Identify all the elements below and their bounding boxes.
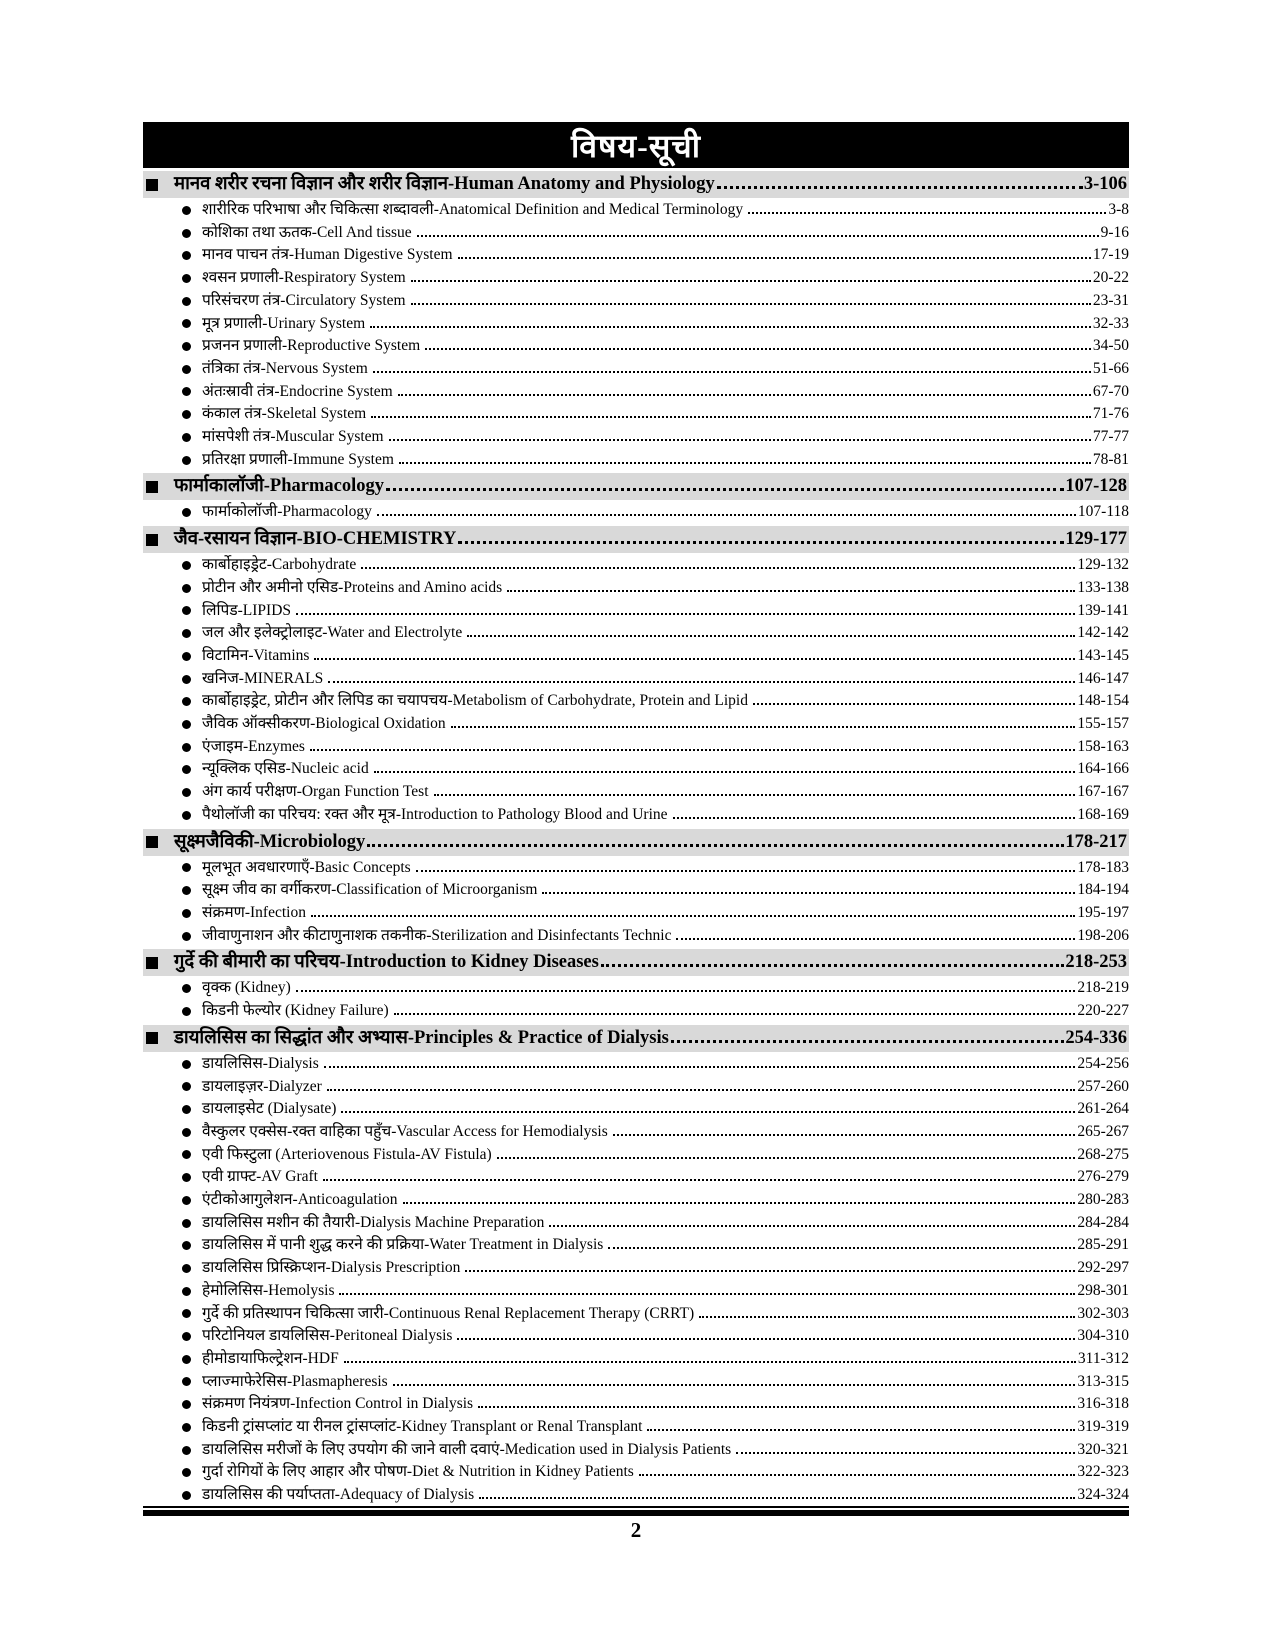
circle-bullet-icon: [182, 1309, 191, 1318]
toc-item-label: प्रतिरक्षा प्रणाली-Immune System: [202, 450, 394, 468]
leader-dots: [753, 703, 1075, 705]
toc-item-page-range: 322-323: [1077, 1463, 1129, 1481]
square-bullet-icon: [146, 481, 158, 493]
toc-item: [143, 1416, 1129, 1439]
toc-item-page-range: 261-264: [1077, 1100, 1129, 1118]
toc-item-label: कार्बोहाइड्रेट, प्रोटीन और लिपिड का चयापचय-Metabolism of Carbohydrate, Protein and Lipid: [202, 692, 748, 710]
toc-item-label: डायलिसिस में पानी शुद्ध करने की प्रक्रिया-Water Treatment in Dialysis: [202, 1236, 604, 1254]
leader-dots: [370, 326, 1091, 328]
toc-item-page-range: 77-77: [1092, 428, 1129, 446]
toc-item-page-range: 146-147: [1077, 669, 1129, 687]
footer-rule-thick-line: [143, 1510, 1129, 1516]
toc-item: [143, 1348, 1129, 1371]
toc-item-label: डायलिसिस मशीन की तैयारी-Dialysis Machine Preparation: [202, 1213, 545, 1231]
toc-item-page-range: 148-154: [1077, 692, 1129, 710]
toc-item-label: मूत्र प्रणाली-Urinary System: [202, 314, 366, 332]
toc-item-page-range: 67-70: [1092, 382, 1129, 400]
toc-item: [143, 1144, 1129, 1167]
toc-item-label: एंटीकोआगुलेशन-Anticoagulation: [202, 1191, 398, 1209]
toc-item-label: वृक्क (Kidney): [202, 979, 291, 997]
toc-item-page-range: 292-297: [1077, 1259, 1129, 1277]
circle-bullet-icon: [182, 1219, 191, 1228]
circle-bullet-icon: [182, 811, 191, 820]
toc-item: [143, 222, 1129, 245]
toc-item-label: मांसपेशी तंत्र-Muscular System: [202, 428, 384, 446]
toc-item-label: फार्माकोलॉजी-Pharmacology: [202, 503, 372, 521]
section-title: सूक्ष्मजैविकी-Microbiology: [174, 831, 366, 852]
toc-item: [143, 804, 1129, 827]
section-title: मानव शरीर रचना विज्ञान और शरीर विज्ञान-Human Anatomy and Physiology: [174, 174, 715, 194]
toc: [143, 171, 1129, 1507]
toc-item-page-range: 78-81: [1092, 450, 1129, 468]
leader-dots: [458, 257, 1091, 259]
circle-bullet-icon: [182, 1060, 191, 1069]
leader-dots: [542, 892, 1075, 894]
section-title: जैव-रसायन विज्ञान-BIO-CHEMISTRY: [174, 529, 457, 550]
toc-section-header: [143, 1025, 1129, 1052]
content-area: [143, 122, 1129, 1507]
toc-item: [143, 290, 1129, 313]
toc-item: [143, 925, 1129, 948]
leader-dots: [411, 280, 1091, 282]
leader-dots: [393, 1384, 1076, 1386]
circle-bullet-icon: [182, 584, 191, 593]
toc-item-page-range: 129-132: [1077, 556, 1129, 574]
toc-item: [143, 1461, 1129, 1484]
section-page-range: 178-217: [1065, 831, 1127, 852]
toc-item-page-range: 3-8: [1108, 201, 1129, 218]
toc-item: [143, 554, 1129, 577]
toc-item: [143, 403, 1129, 426]
toc-item: [143, 1053, 1129, 1076]
circle-bullet-icon: [182, 984, 191, 993]
toc-item: [143, 335, 1129, 358]
leader-dots: [367, 844, 1064, 847]
toc-item: [143, 381, 1129, 404]
circle-bullet-icon: [182, 508, 191, 517]
toc-item-label: डायलाइज़र-Dialyzer: [202, 1077, 322, 1095]
toc-item-label: कार्बोहाइड्रेट-Carbohydrate: [202, 556, 357, 574]
leader-dots: [311, 915, 1075, 917]
toc-item-label: डायलिसिस-Dialysis: [202, 1054, 319, 1072]
leader-dots: [467, 635, 1075, 637]
toc-section-header: [143, 949, 1129, 976]
circle-bullet-icon: [182, 1400, 191, 1409]
toc-item: [143, 1325, 1129, 1348]
leader-dots: [458, 541, 1064, 544]
leader-dots: [507, 590, 1075, 592]
toc-item-label: गुर्दा रोगियों के लिए आहार और पोषण-Diet & Nutrition in Kidney Patients: [202, 1463, 634, 1481]
toc-item-page-range: 313-315: [1077, 1372, 1129, 1390]
toc-item: [143, 1212, 1129, 1235]
circle-bullet-icon: [182, 410, 191, 419]
toc-item-page-range: 168-169: [1077, 805, 1129, 823]
toc-item-page-range: 195-197: [1077, 903, 1129, 921]
toc-item-page-range: 178-183: [1077, 858, 1129, 876]
toc-item: [143, 1121, 1129, 1144]
leader-dots: [327, 1089, 1076, 1091]
leader-dots: [328, 681, 1075, 683]
toc-item-label: मूलभूत अवधारणाएँ-Basic Concepts: [202, 858, 411, 876]
circle-bullet-icon: [182, 1287, 191, 1296]
circle-bullet-icon: [182, 1241, 191, 1250]
toc-item-label: डायलिसिस प्रिस्क्रिप्शन-Dialysis Prescription: [202, 1259, 461, 1277]
toc-item: [143, 902, 1129, 925]
square-bullet-icon: [146, 534, 158, 546]
toc-item-page-range: 139-141: [1077, 601, 1129, 619]
toc-item-label: प्रजनन प्रणाली-Reproductive System: [202, 337, 421, 355]
circle-bullet-icon: [182, 675, 191, 684]
toc-section-header: [143, 473, 1129, 500]
circle-bullet-icon: [182, 297, 191, 306]
square-bullet-icon: [146, 836, 158, 848]
leader-dots: [601, 964, 1064, 967]
circle-bullet-icon: [182, 433, 191, 442]
circle-bullet-icon: [182, 652, 191, 661]
toc-item: [143, 758, 1129, 781]
toc-item-label: मानव पाचन तंत्र-Human Digestive System: [202, 246, 453, 264]
circle-bullet-icon: [182, 1150, 191, 1159]
toc-item-page-range: 316-318: [1077, 1395, 1129, 1413]
toc-item: [143, 426, 1129, 449]
leader-dots: [647, 1429, 1075, 1431]
square-bullet-icon: [146, 1032, 158, 1044]
leader-dots: [394, 1013, 1076, 1015]
toc-item: [143, 358, 1129, 381]
toc-item-page-range: 164-166: [1077, 760, 1129, 778]
toc-item-label: गुर्दे की प्रतिस्थापन चिकित्सा जारी-Continuous Renal Replacement Therapy (CRRT): [202, 1304, 695, 1322]
section-page-range: 129-177: [1065, 529, 1127, 550]
toc-item-label: कंकाल तंत्र-Skeletal System: [202, 405, 367, 423]
leader-dots: [717, 186, 1083, 189]
toc-item: [143, 645, 1129, 668]
toc-item-label: कोशिका तथा ऊतक-Cell And tissue: [202, 223, 412, 241]
circle-bullet-icon: [182, 1128, 191, 1137]
circle-bullet-icon: [182, 456, 191, 465]
toc-item: [143, 1439, 1129, 1462]
toc-item-label: परिसंचरण तंत्र-Circulatory System: [202, 291, 406, 309]
leader-dots: [398, 394, 1091, 396]
leader-dots: [411, 303, 1091, 305]
toc-item-label: जल और इलेक्ट्रोलाइट-Water and Electrolyte: [202, 624, 463, 642]
toc-item: [143, 1257, 1129, 1280]
toc-item: [143, 1098, 1129, 1121]
toc-item-label: संक्रमण नियंत्रण-Infection Control in Dialysis: [202, 1395, 474, 1413]
circle-bullet-icon: [182, 1082, 191, 1091]
leader-dots: [457, 1338, 1075, 1340]
leader-dots: [377, 514, 1076, 516]
toc-item-label: अंग कार्य परीक्षण-Organ Function Test: [202, 783, 429, 801]
toc-item: [143, 600, 1129, 623]
circle-bullet-icon: [182, 743, 191, 752]
toc-item-page-range: 320-321: [1077, 1440, 1129, 1458]
toc-item-label: एंजाइम-Enzymes: [202, 737, 305, 755]
leader-dots: [374, 771, 1076, 773]
toc-item-page-range: 142-142: [1077, 624, 1129, 642]
toc-item-label: तंत्रिका तंत्र-Nervous System: [202, 359, 368, 377]
toc-item-label: खनिज-MINERALS: [202, 669, 324, 687]
section-title: गुर्दे की बीमारी का परिचय-Introduction to Kidney Diseases: [174, 952, 599, 973]
toc-item: [143, 690, 1129, 713]
toc-item-label: न्यूक्लिक एसिड-Nucleic acid: [202, 760, 369, 778]
section-page-range: 3-106: [1083, 174, 1127, 194]
circle-bullet-icon: [182, 1446, 191, 1455]
circle-bullet-icon: [182, 1423, 191, 1432]
toc-item: [143, 1280, 1129, 1303]
toc-item-page-range: 280-283: [1077, 1191, 1129, 1209]
toc-item-label: डायलिसिस मरीजों के लिए उपयोग की जाने वाली दवाएं-Medication used in Dialysis Patients: [202, 1440, 732, 1458]
toc-item-page-range: 71-76: [1092, 405, 1129, 423]
circle-bullet-icon: [182, 1196, 191, 1205]
leader-dots: [613, 1134, 1076, 1136]
leader-dots: [671, 1040, 1065, 1043]
toc-item: [143, 1234, 1129, 1257]
toc-item-page-range: 311-312: [1077, 1349, 1129, 1367]
toc-item-page-range: 285-291: [1077, 1236, 1129, 1254]
leader-dots: [339, 1293, 1075, 1295]
circle-bullet-icon: [182, 932, 191, 941]
toc-item-page-range: 257-260: [1077, 1077, 1129, 1095]
toc-item-page-range: 20-22: [1092, 269, 1129, 287]
toc-item-page-range: 220-227: [1077, 1002, 1129, 1020]
leader-dots: [399, 462, 1091, 464]
circle-bullet-icon: [182, 629, 191, 638]
toc-item: [143, 622, 1129, 645]
leader-dots: [296, 990, 1076, 992]
toc-item: [143, 977, 1129, 1000]
toc-item-page-range: 17-19: [1092, 246, 1129, 264]
leader-dots: [699, 1316, 1075, 1318]
toc-item-page-range: 32-33: [1092, 314, 1129, 332]
toc-item: [143, 1393, 1129, 1416]
toc-item-page-range: 198-206: [1077, 926, 1129, 944]
toc-section-header: [143, 526, 1129, 553]
toc-item-label: परिटोनियल डायलिसिस-Peritoneal Dialysis: [202, 1327, 453, 1345]
toc-item-label: लिपिड-LIPIDS: [202, 601, 292, 619]
toc-item-label: पैथोलॉजी का परिचय: रक्त और मूत्र-Introduction to Pathology Blood and Urine: [202, 805, 668, 823]
square-bullet-icon: [146, 957, 158, 969]
toc-item-label: वैस्कुलर एक्सेस-रक्त वाहिका पहुँच-Vascular Access for Hemodialysis: [202, 1122, 608, 1140]
square-bullet-icon: [146, 179, 158, 191]
toc-item: [143, 1076, 1129, 1099]
toc-item: [143, 879, 1129, 902]
toc-item-page-range: 155-157: [1077, 715, 1129, 733]
page-title: विषय-सूची: [143, 122, 1129, 168]
toc-item: [143, 313, 1129, 336]
toc-item-page-range: 276-279: [1077, 1168, 1129, 1186]
leader-dots: [451, 726, 1076, 728]
section-page-range: 218-253: [1065, 952, 1127, 973]
toc-item-label: जीवाणुनाशन और कीटाणुनाशक तकनीक-Sterilization and Disinfectants Technic: [202, 926, 672, 944]
leader-dots: [361, 567, 1075, 569]
section-title: फार्माकालॉजी-Pharmacology: [174, 476, 384, 497]
leader-dots: [608, 1247, 1075, 1249]
circle-bullet-icon: [182, 886, 191, 895]
circle-bullet-icon: [182, 1264, 191, 1273]
toc-section-header: [143, 829, 1129, 856]
section-page-range: 107-128: [1065, 476, 1127, 497]
circle-bullet-icon: [182, 1173, 191, 1182]
leader-dots: [639, 1474, 1076, 1476]
toc-item-page-range: 298-301: [1077, 1281, 1129, 1299]
section-title: डायलिसिस का सिद्धांत और अभ्यास-Principles & Practice of Dialysis: [174, 1027, 669, 1048]
toc-item: [143, 1484, 1129, 1507]
circle-bullet-icon: [182, 206, 191, 215]
leader-dots: [434, 794, 1076, 796]
toc-item: [143, 781, 1129, 804]
toc-item: [143, 577, 1129, 600]
toc-item-page-range: 143-145: [1077, 646, 1129, 664]
toc-item-page-range: 34-50: [1092, 337, 1129, 355]
footer-rule: [143, 1506, 1129, 1516]
leader-dots: [314, 658, 1075, 660]
toc-item: [143, 1189, 1129, 1212]
circle-bullet-icon: [182, 765, 191, 774]
leader-dots: [416, 870, 1076, 872]
toc-item-page-range: 51-66: [1092, 359, 1129, 377]
leader-dots: [371, 416, 1091, 418]
toc-item-page-range: 23-31: [1092, 291, 1129, 309]
toc-item-label: अंतःस्रावी तंत्र-Endocrine System: [202, 382, 393, 400]
toc-item: [143, 1166, 1129, 1189]
leader-dots: [310, 749, 1075, 751]
toc-item-page-range: 218-219: [1077, 979, 1129, 997]
toc-item-label: हीमोडायाफिल्ट्रेशन-HDF: [202, 1349, 339, 1367]
toc-item-page-range: 184-194: [1077, 881, 1129, 899]
toc-item-label: जैविक ऑक्सीकरण-Biological Oxidation: [202, 715, 446, 733]
toc-item: [143, 1000, 1129, 1023]
circle-bullet-icon: [182, 1468, 191, 1477]
toc-item: [143, 199, 1129, 222]
circle-bullet-icon: [182, 720, 191, 729]
circle-bullet-icon: [182, 863, 191, 872]
toc-item-page-range: 107-118: [1077, 503, 1129, 521]
circle-bullet-icon: [182, 1491, 191, 1500]
circle-bullet-icon: [182, 1332, 191, 1341]
toc-item-label: प्लाज्माफेरेसिस-Plasmapheresis: [202, 1372, 388, 1390]
leader-dots: [425, 348, 1091, 350]
circle-bullet-icon: [182, 1377, 191, 1386]
circle-bullet-icon: [182, 697, 191, 706]
circle-bullet-icon: [182, 319, 191, 328]
toc-item-page-range: 304-310: [1077, 1327, 1129, 1345]
circle-bullet-icon: [182, 606, 191, 615]
toc-item: [143, 501, 1129, 524]
circle-bullet-icon: [182, 229, 191, 238]
toc-item-label: विटामिन-Vitamins: [202, 646, 310, 664]
toc-item-label: सूक्ष्म जीव का वर्गीकरण-Classification of Microorganism: [202, 881, 538, 899]
toc-section-header: [143, 171, 1129, 198]
toc-item: [143, 1303, 1129, 1326]
toc-item-page-range: 319-319: [1077, 1418, 1129, 1436]
circle-bullet-icon: [182, 1007, 191, 1016]
toc-item-label: किडनी ट्रांसप्लांट या रीनल ट्रांसप्लांट-Kidney Transplant or Renal Transplant: [202, 1418, 643, 1436]
toc-item-label: प्रोटीन और अमीनो एसिड-Proteins and Amino acids: [202, 578, 503, 596]
toc-item: [143, 713, 1129, 736]
leader-dots: [417, 235, 1099, 237]
toc-item: [143, 736, 1129, 759]
toc-item-label: संक्रमण-Infection: [202, 903, 306, 921]
toc-item-label: डायलिसिस की पर्याप्तता-Adequacy of Dialysis: [202, 1486, 475, 1504]
toc-item-page-range: 133-138: [1077, 578, 1129, 596]
toc-item-label: शारीरिक परिभाषा और चिकित्सा शब्दावली-Anatomical Definition and Medical Terminology: [202, 201, 744, 218]
footer-page-number: 2: [630, 1518, 642, 1542]
leader-dots: [736, 1452, 1075, 1454]
circle-bullet-icon: [182, 561, 191, 570]
leader-dots: [323, 1179, 1075, 1181]
toc-item-page-range: 268-275: [1077, 1145, 1129, 1163]
toc-item-page-range: 302-303: [1077, 1304, 1129, 1322]
toc-item-page-range: 9-16: [1100, 223, 1129, 241]
leader-dots: [341, 1111, 1075, 1113]
toc-item-page-range: 158-163: [1077, 737, 1129, 755]
leader-dots: [296, 613, 1075, 615]
circle-bullet-icon: [182, 788, 191, 797]
circle-bullet-icon: [182, 909, 191, 918]
toc-item-page-range: 254-256: [1077, 1054, 1129, 1072]
section-page-range: 254-336: [1065, 1027, 1127, 1048]
leader-dots: [324, 1066, 1076, 1068]
leader-dots: [549, 1225, 1075, 1227]
leader-dots: [479, 1497, 1075, 1499]
toc-item: [143, 244, 1129, 267]
toc-item-page-range: 284-284: [1077, 1213, 1129, 1231]
toc-item-label: एवी फिस्टुला (Arteriovenous Fistula-AV Fistula): [202, 1145, 492, 1163]
circle-bullet-icon: [182, 1105, 191, 1114]
leader-dots: [373, 371, 1091, 373]
leader-dots: [389, 439, 1091, 441]
circle-bullet-icon: [182, 1355, 191, 1364]
leader-dots: [386, 488, 1064, 491]
toc-item-page-range: 324-324: [1077, 1486, 1129, 1504]
toc-item: [143, 449, 1129, 472]
circle-bullet-icon: [182, 274, 191, 283]
leader-dots: [403, 1202, 1076, 1204]
leader-dots: [748, 212, 1106, 214]
leader-dots: [497, 1157, 1076, 1159]
leader-dots: [676, 938, 1075, 940]
toc-item-page-range: 167-167: [1077, 783, 1129, 801]
leader-dots: [344, 1361, 1076, 1363]
toc-item-page-range: 265-267: [1077, 1122, 1129, 1140]
toc-item-label: किडनी फेल्योर (Kidney Failure): [202, 1002, 389, 1020]
leader-dots: [465, 1270, 1075, 1272]
leader-dots: [478, 1406, 1075, 1408]
circle-bullet-icon: [182, 365, 191, 374]
leader-dots: [673, 817, 1076, 819]
circle-bullet-icon: [182, 342, 191, 351]
toc-item-label: एवी ग्राफ्ट-AV Graft: [202, 1168, 318, 1186]
toc-item: [143, 857, 1129, 880]
toc-item-label: श्वसन प्रणाली-Respiratory System: [202, 269, 406, 287]
toc-item-label: डायलाइसेट (Dialysate): [202, 1100, 337, 1118]
toc-item: [143, 1371, 1129, 1394]
toc-item: [143, 668, 1129, 691]
circle-bullet-icon: [182, 387, 191, 396]
toc-item-label: हेमोलिसिस-Hemolysis: [202, 1281, 335, 1299]
toc-item: [143, 267, 1129, 290]
circle-bullet-icon: [182, 251, 191, 260]
